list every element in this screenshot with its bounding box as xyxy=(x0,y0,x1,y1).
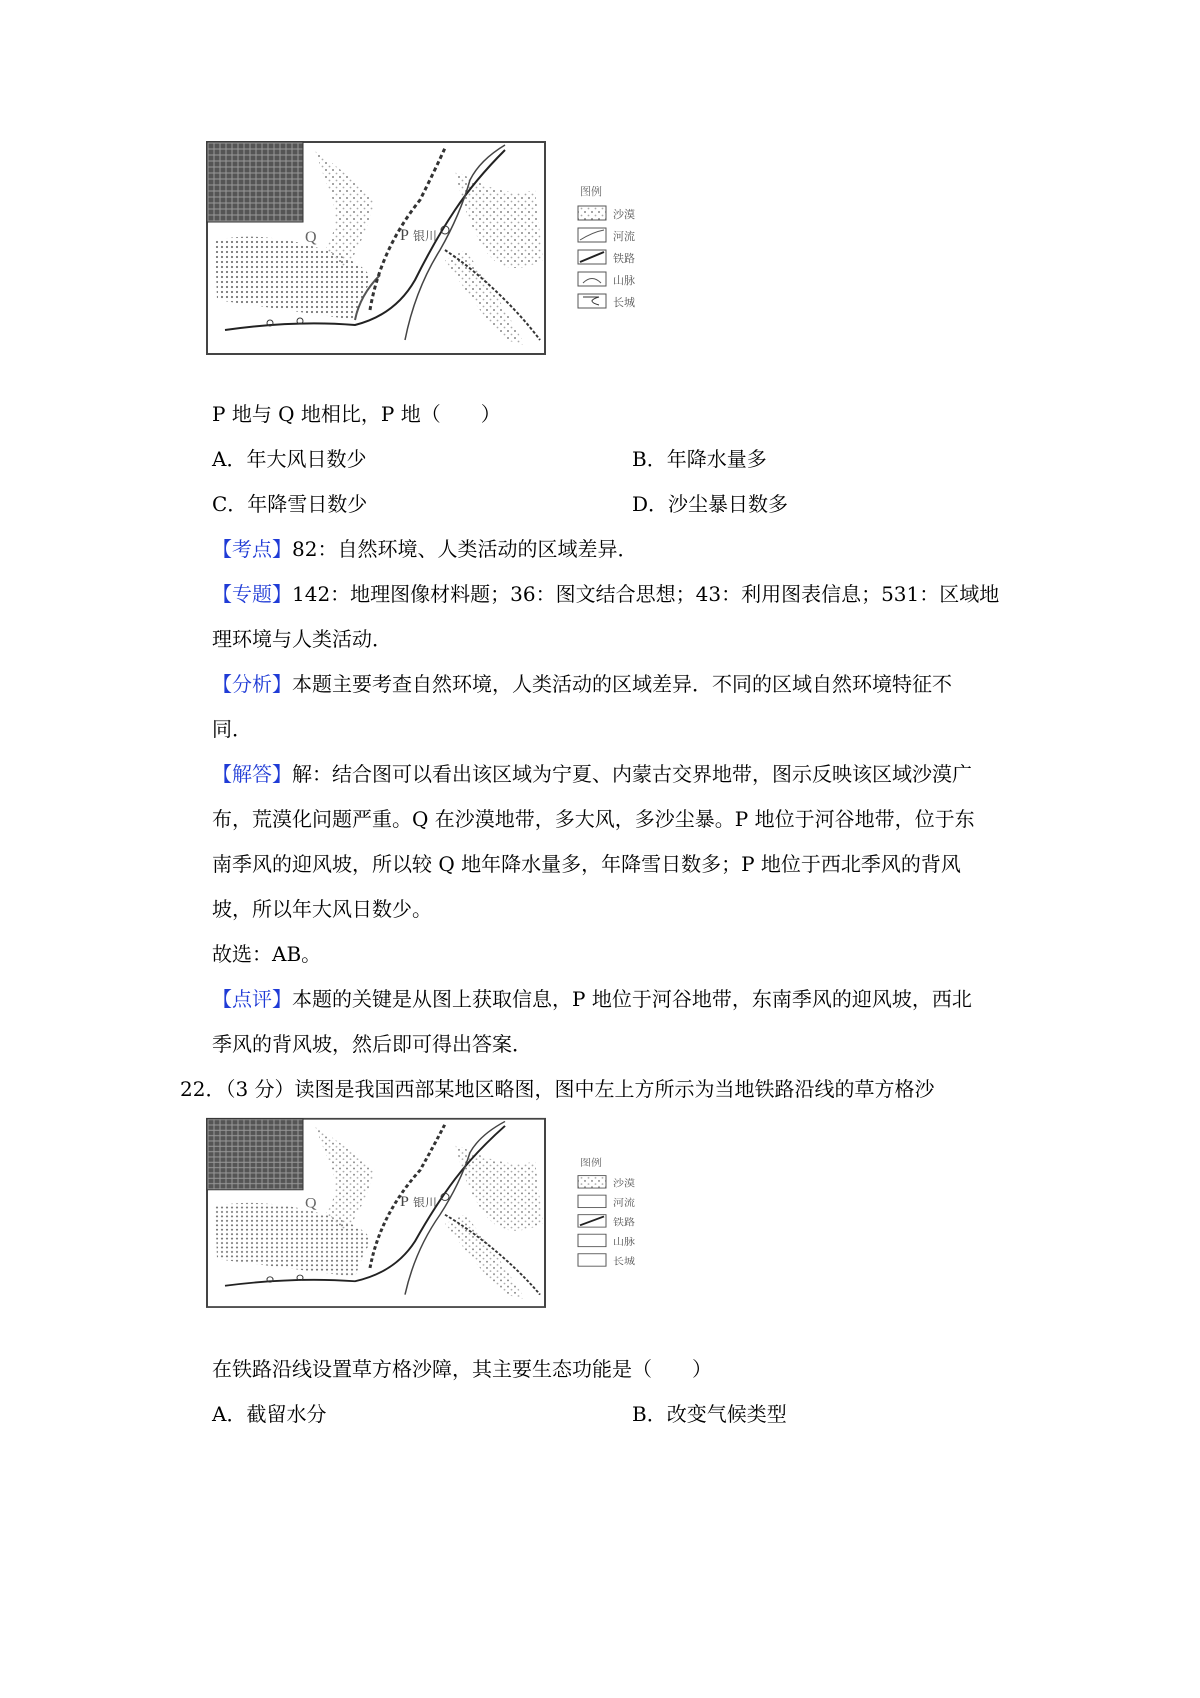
zhuanti-tag: 【专题】 xyxy=(212,582,292,606)
jieda-text-4: 坡，所以年大风日数少。 xyxy=(212,897,432,921)
q21-option-b: B．年降水量多 xyxy=(632,447,767,471)
jieda-block xyxy=(212,760,972,788)
svg-text:铁路: 铁路 xyxy=(613,1216,635,1229)
svg-text:长城: 长城 xyxy=(613,1255,635,1268)
fenxi-tag: 【分析】 xyxy=(212,672,292,696)
jieda-tag: 【解答】 xyxy=(212,762,292,786)
fenxi-text: 本题主要考查自然环境，人类活动的区域差异．不同的区域自然环境特征不 xyxy=(292,672,952,696)
label-city-2: 银川 xyxy=(413,1195,437,1209)
dianping-block xyxy=(212,985,972,1013)
region-map xyxy=(205,140,705,390)
svg-text:沙漠: 沙漠 xyxy=(613,208,635,221)
q21-option-a: A．年大风日数少 xyxy=(212,447,367,471)
fenxi-block xyxy=(212,670,952,698)
map-figure-2 xyxy=(205,1117,705,1367)
map-figure-1 xyxy=(205,140,705,390)
svg-text:长城: 长城 xyxy=(613,296,635,309)
kaodian-block xyxy=(212,535,637,563)
q21-option-c: C．年降雪日数少 xyxy=(212,492,368,516)
zhuanti-text-cont: 理环境与人类活动． xyxy=(212,627,392,651)
dianping-text-cont: 季风的背风坡，然后即可得出答案． xyxy=(212,1032,532,1056)
q22-intro xyxy=(180,1075,935,1103)
svg-text:河流: 河流 xyxy=(613,230,635,243)
label-q-2: Q xyxy=(305,1196,317,1212)
label-q: Q xyxy=(305,229,317,246)
kaodian-text: 82：自然环境、人类活动的区域差异． xyxy=(292,537,638,561)
q22-option-b: B．改变气候类型 xyxy=(632,1402,787,1426)
fenxi-text-cont: 同． xyxy=(212,717,252,741)
svg-text:图例: 图例 xyxy=(580,185,602,198)
svg-text:图例: 图例 xyxy=(580,1157,602,1169)
jieda-text: 解：结合图可以看出该区域为宁夏、内蒙古交界地带，图示反映该区域沙漠广 xyxy=(292,762,972,786)
zhuanti-block xyxy=(212,580,999,608)
map-legend-2 xyxy=(578,1156,636,1267)
svg-text:沙漠: 沙漠 xyxy=(613,1177,635,1190)
q22-number: 22． xyxy=(180,1077,226,1101)
jieda-text-2: 布，荒漠化问题严重。Q 在沙漠地带，多大风，多沙尘暴。P 地位于河谷地带，位于东 xyxy=(212,807,975,831)
label-p: P xyxy=(400,227,409,244)
answer-text: 故选：AB。 xyxy=(212,942,322,966)
q22-option-a: A．截留水分 xyxy=(212,1402,327,1426)
kaodian-tag: 【考点】 xyxy=(212,537,292,561)
q22-intro-text: （3 分）读图是我国西部某地区略图，图中左上方所示为当地铁路沿线的草方格沙 xyxy=(225,1077,935,1101)
region-map-2 xyxy=(205,1117,705,1339)
svg-text:河流: 河流 xyxy=(613,1197,635,1209)
dianping-tag: 【点评】 xyxy=(212,987,292,1011)
svg-text:山脉: 山脉 xyxy=(613,1236,635,1248)
zhuanti-text: 142：地理图像材料题；36：图文结合思想；43：利用图表信息；531：区域地 xyxy=(292,582,1000,606)
straw-checkerboard-inset xyxy=(207,142,303,222)
q21-stem: P 地与 Q 地相比，P 地（ ） xyxy=(212,402,501,426)
label-city: 银川 xyxy=(413,229,438,243)
q22-stem: 在铁路沿线设置草方格沙障，其主要生态功能是（ ） xyxy=(212,1357,712,1381)
q21-option-d: D．沙尘暴日数多 xyxy=(632,492,789,516)
dianping-text: 本题的关键是从图上获取信息，P 地位于河谷地带，东南季风的迎风坡，西北 xyxy=(292,987,972,1011)
label-p-2: P xyxy=(400,1194,409,1210)
jieda-text-3: 南季风的迎风坡，所以较 Q 地年降水量多，年降雪日数多；P 地位于西北季风的背风 xyxy=(212,852,961,876)
svg-text:铁路: 铁路 xyxy=(613,252,635,265)
map-legend xyxy=(578,184,635,309)
svg-text:山脉: 山脉 xyxy=(613,274,635,287)
